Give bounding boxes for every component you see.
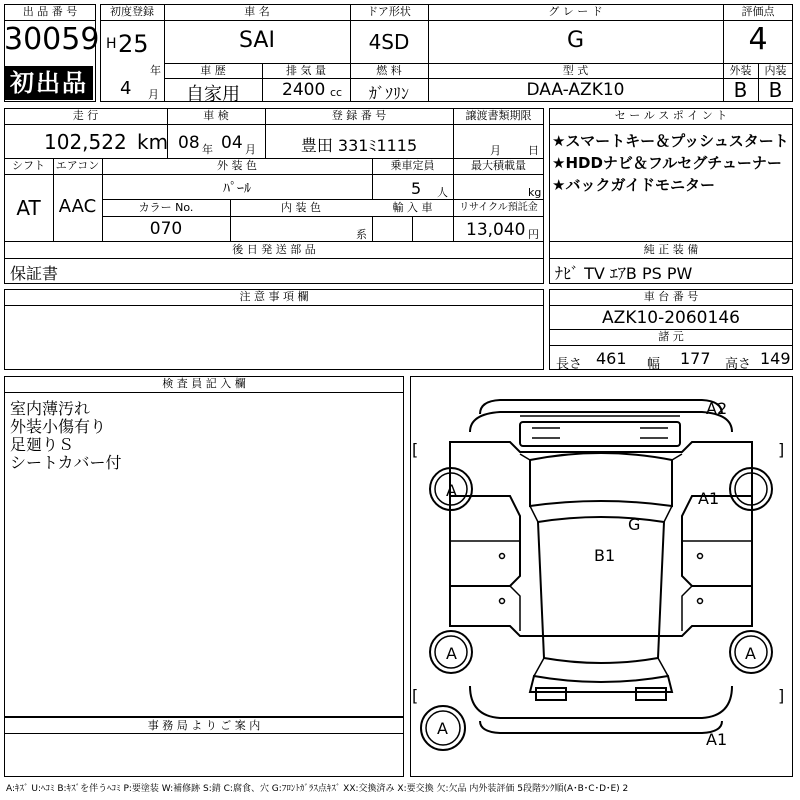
parts-value: 保証書	[10, 264, 59, 283]
sales-points-label: セ ー ル ス ポ イ ン ト	[614, 109, 728, 122]
door-label: ドア形状	[367, 5, 411, 18]
import-label: 輸 入 車	[392, 201, 433, 214]
office-label: 事 務 局 よ り ご 案 内	[147, 719, 261, 732]
sales-point-3: ★バックガイドモニター	[552, 176, 715, 194]
notes-label: 注 意 事 項 欄	[239, 290, 309, 303]
mark-a1-right: A1	[698, 489, 720, 508]
transfer-label: 譲渡書類期限	[465, 109, 532, 122]
mark-a-spare: A	[437, 719, 448, 738]
width-label: 幅	[647, 357, 661, 372]
bracket-left-open-top: [	[412, 440, 419, 459]
inspection-month-unit: 月	[245, 143, 256, 156]
bracket-right-close-top: ]	[778, 440, 785, 459]
length-label: 長さ	[556, 357, 583, 372]
inspection-label: 車 検	[203, 109, 229, 122]
color-label: 外 装 色	[217, 159, 257, 172]
model-code-label: 型 式	[562, 64, 589, 77]
mark-a-front-left: A	[446, 481, 457, 500]
year-unit: 年	[150, 64, 161, 77]
score: 4	[748, 22, 768, 57]
ac: AAC	[58, 196, 97, 217]
interior-grade: B	[768, 78, 783, 102]
mileage-unit: km	[137, 130, 169, 154]
lot-number: 30059	[4, 22, 100, 57]
fuel: ｶﾞｿﾘﾝ	[368, 84, 409, 103]
fuel-label: 燃 料	[376, 64, 402, 77]
chassis-number: AZK10-2060146	[602, 308, 740, 328]
recycle-label: リサイクル預託金	[459, 202, 538, 213]
first-reg-month: 4	[120, 78, 132, 99]
load-unit: kg	[528, 186, 542, 199]
ac-label: エアコン	[55, 159, 100, 172]
chassis-label: 車 台 番 号	[643, 290, 699, 303]
bracket-right-close-bottom: ]	[778, 686, 785, 705]
month-unit: 月	[148, 88, 159, 101]
model-code: DAA-AZK10	[526, 80, 625, 100]
sales-point-2: ★HDDナビ＆フルセグチューナー	[552, 154, 782, 172]
shift-label: シフト	[12, 159, 45, 172]
interior-color-unit: 系	[356, 228, 367, 241]
inspection-month: 04	[221, 133, 243, 153]
transfer-day-unit: 日	[528, 144, 539, 157]
capacity: 5	[411, 179, 422, 198]
mark-b1: B1	[594, 546, 616, 565]
exterior-label: 外装	[729, 64, 752, 77]
history: 自家用	[186, 84, 240, 105]
parts-label: 後 日 発 送 部 品	[232, 243, 316, 256]
inspector-note-1: 室内薄汚れ	[10, 399, 91, 418]
inspection-year-unit: 年	[202, 143, 213, 156]
plate-label: 登 録 番 号	[331, 109, 387, 122]
sales-point-1: ★スマートキー＆プッシュスタート	[552, 132, 789, 150]
inspector-note-3: 足廻りＳ	[10, 435, 75, 454]
color-no-label: カラー No.	[138, 201, 194, 214]
grade: G	[566, 28, 585, 53]
lot-label: 出 品 番 号	[22, 5, 78, 18]
recycle-amount: 13,040	[466, 220, 526, 240]
interior-label: 内装	[764, 64, 787, 77]
front-grille	[520, 422, 680, 446]
mark-a1-rear: A1	[706, 730, 728, 749]
inspector-note-4: シートカバー付	[10, 453, 122, 472]
bracket-left-open-bottom: [	[412, 686, 419, 705]
first-reg-year: 25	[118, 30, 149, 58]
inspector-note-2: 外装小傷有り	[10, 417, 107, 436]
color-number: 070	[149, 219, 183, 239]
transfer-month-unit: 月	[490, 144, 501, 157]
mileage: 102,522	[44, 130, 127, 154]
history-label: 車 歴	[200, 64, 226, 77]
footer-legend: A:ｷｽﾞ U:ﾍｺﾐ B:ｷｽﾞを伴うﾍｺﾐ P:要塗装 W:補修跡 S:錆 C:腐食、穴 G:ﾌﾛﾝﾄｶﾞﾗｽ点ｷｽﾞ XX:交換済み X:要交換 欠:欠品 内外装評価 5段階ﾗﾝｸ順(A･B･C･D･E) 2	[6, 784, 629, 794]
equipment-value: ﾅﾋﾞ TV ｴｱB PS PW	[555, 264, 693, 283]
capacity-label: 乗車定員	[390, 159, 435, 172]
length: 461	[596, 349, 627, 368]
mark-g: G	[628, 515, 641, 534]
car-name-label: 車 名	[244, 5, 270, 18]
grade-label: グ レ ー ド	[548, 5, 603, 18]
mark-a-rear-left: A	[446, 644, 457, 663]
rear-outline	[470, 686, 732, 718]
displacement-label: 排 気 量	[286, 64, 326, 77]
score-label: 評価点	[741, 5, 775, 18]
mark-a-rear-right: A	[745, 644, 756, 663]
body-outline	[450, 442, 752, 636]
exterior-grade: B	[733, 78, 748, 102]
interior-color-label: 内 装 色	[281, 201, 321, 214]
exterior-color: ﾊﾟｰﾙ	[223, 181, 251, 197]
first-reg-label: 初度登録	[110, 5, 154, 18]
recycle-unit: 円	[528, 228, 539, 241]
shift: AT	[16, 196, 41, 220]
mark-a2: A2	[706, 399, 728, 418]
equipment-label: 純 正 装 備	[643, 243, 699, 256]
first-listing-badge: 初出品	[5, 66, 93, 100]
era: H	[106, 36, 117, 52]
displacement: 2400	[282, 80, 326, 100]
inspector-label: 検 査 員 記 入 欄	[162, 377, 246, 390]
height: 149	[760, 349, 791, 368]
load-label: 最大積載量	[471, 159, 526, 172]
car-name: SAI	[239, 28, 275, 53]
rear-bumper	[536, 688, 566, 700]
specs-label: 諸 元	[658, 330, 684, 343]
displacement-unit: cc	[330, 86, 343, 99]
height-label: 高さ	[725, 357, 752, 372]
width: 177	[680, 349, 711, 368]
door-type: 4SD	[368, 30, 410, 54]
capacity-unit: 人	[437, 186, 448, 199]
car-diagram	[410, 376, 793, 777]
inspection-year: 08	[178, 133, 200, 153]
plate-number: 豊田 331ﾐ1115	[300, 136, 418, 155]
mileage-label: 走 行	[72, 109, 99, 122]
